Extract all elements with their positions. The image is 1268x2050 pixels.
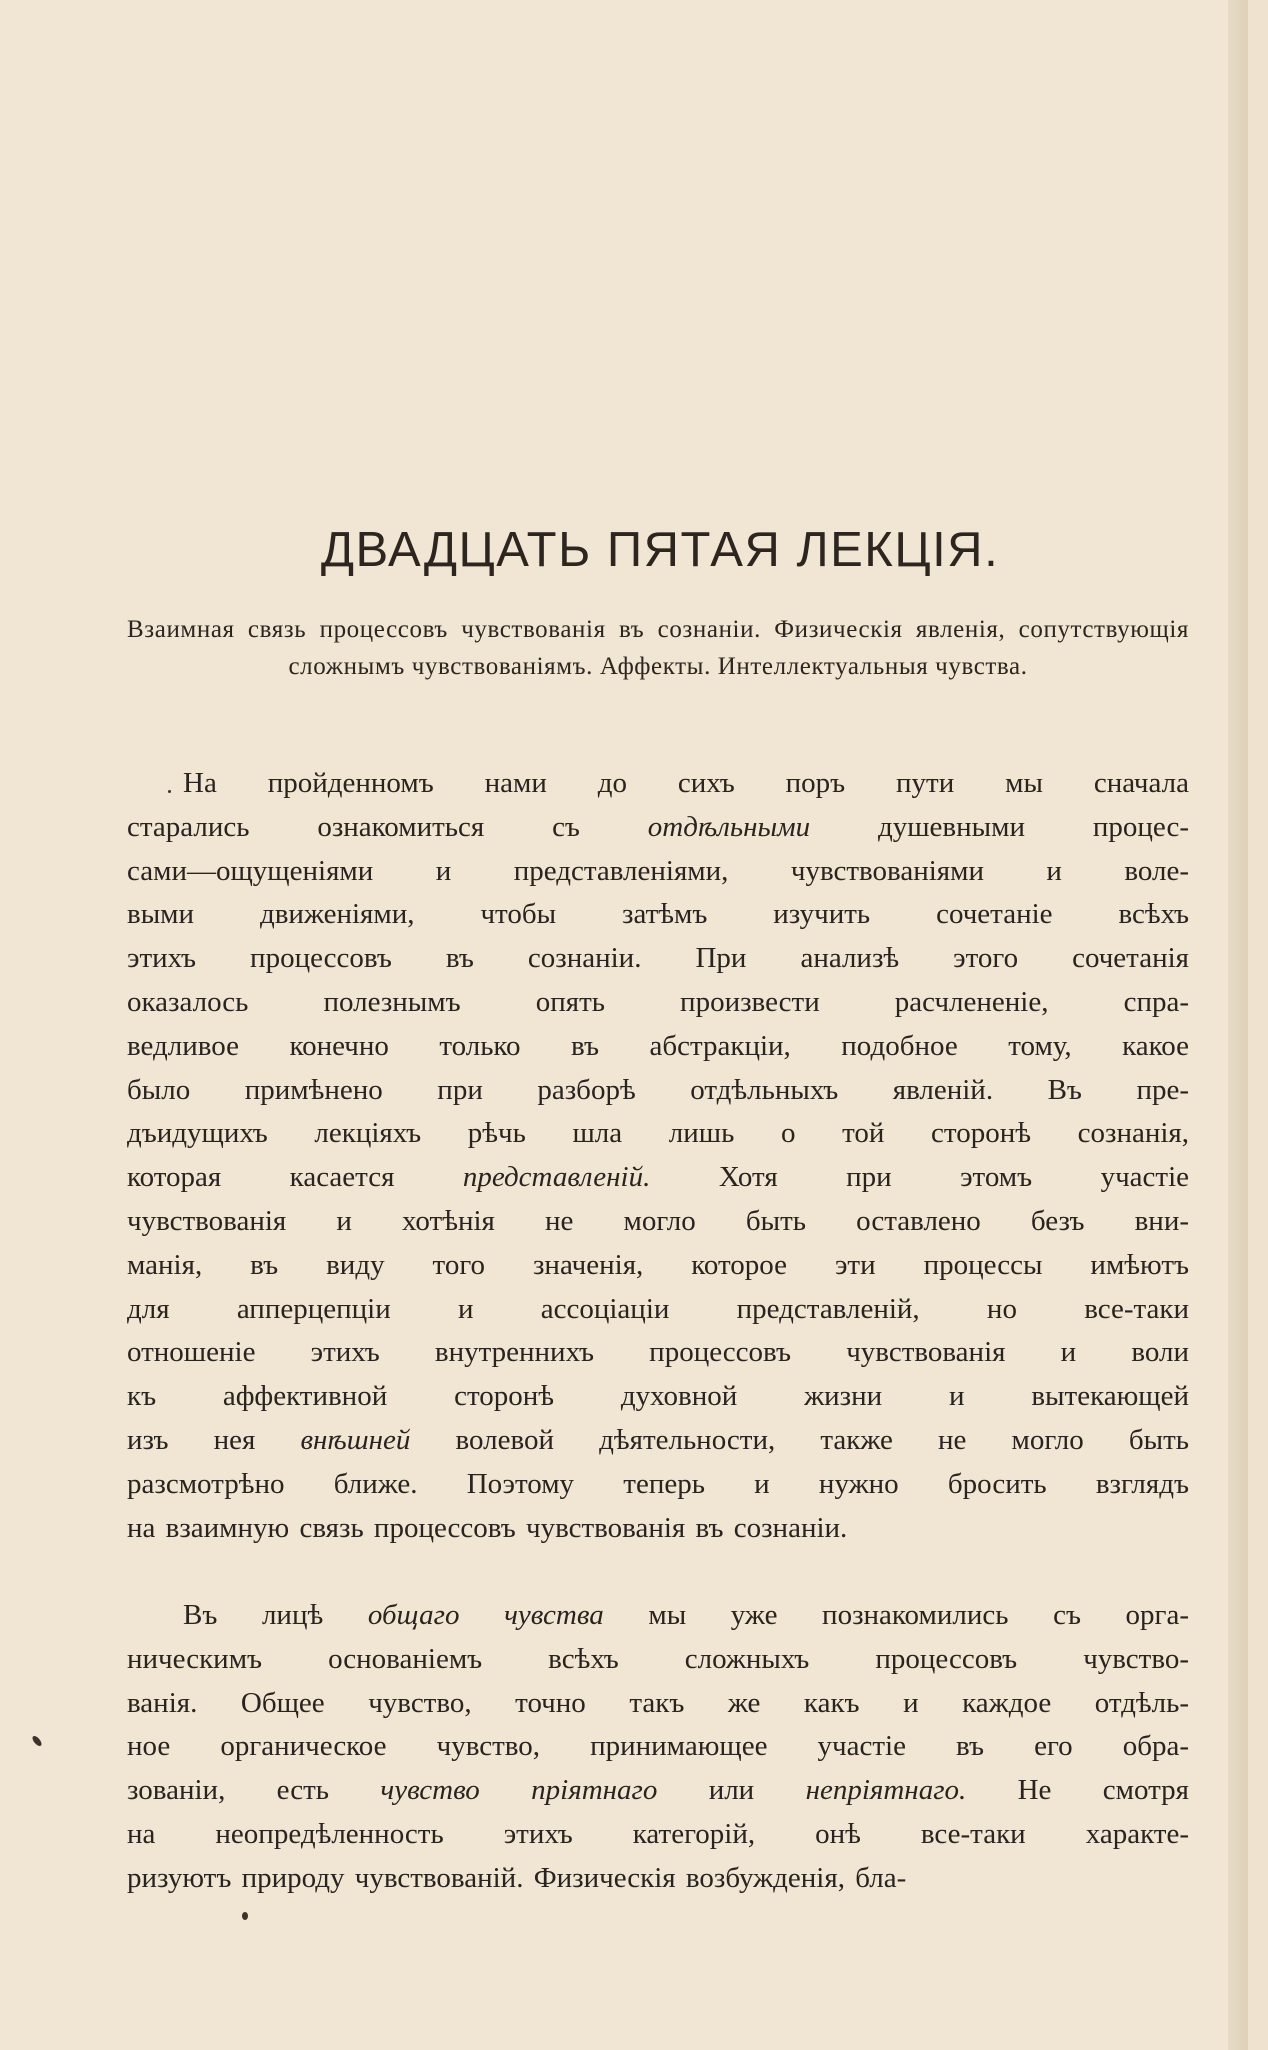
text-run: На пройденномъ нами до сихъ поръ пути мы сначала	[183, 767, 1189, 799]
text-line	[127, 1069, 1189, 1113]
text-run: дъидущихъ лекцiяхъ рѣчь шла лишь о той сторонѣ сознанiя,	[127, 1117, 1189, 1150]
text-run: для апперцепцiи и ассоцiацiи представленiй, но все-таки	[127, 1292, 1189, 1325]
text-line	[127, 1682, 1189, 1726]
ink-speck	[168, 790, 171, 793]
text-run: манiя, въ виду того значенiя, которое эти процессы имѣютъ	[127, 1248, 1189, 1281]
text-run: чувствованiя и хотѣнiя не могло быть оставлено безъ вни-	[127, 1204, 1189, 1237]
text-line	[127, 1025, 1189, 1069]
italic-emphasis: отдѣльными	[647, 810, 811, 843]
text-run: отношенiе этихъ внутреннихъ процессовъ чувствованiя и воли	[127, 1336, 1189, 1369]
italic-emphasis: чувство прiятнаго	[380, 1774, 658, 1807]
text-run: къ аффективной сторонѣ духовной жизни и вытекающей	[127, 1380, 1189, 1413]
text-line	[127, 1725, 1189, 1769]
paragraph-1	[127, 762, 1189, 1550]
text-run: зованiи, есть	[127, 1774, 381, 1807]
text-run: душевными процес-	[810, 810, 1189, 843]
text-line	[127, 806, 1189, 850]
text-run: ведливое конечно только въ абстракцiи, подобное тому, какое	[127, 1029, 1189, 1062]
text-line	[127, 1288, 1189, 1332]
paragraph-2	[127, 1594, 1189, 1901]
text-line	[127, 937, 1189, 981]
text-run: ризуютъ природу чувствованiй. Физическiя возбужденiя, бла-	[127, 1861, 907, 1894]
text-line	[127, 1857, 1189, 1901]
text-run: ное органическое чувство, принимающее участiе въ его обра-	[127, 1730, 1189, 1763]
text-run: было примѣнено при разборѣ отдѣльныхъ явленiй. Въ пре-	[127, 1073, 1189, 1106]
italic-emphasis: представленiй.	[462, 1161, 651, 1194]
text-line	[127, 981, 1189, 1025]
text-line	[127, 1419, 1189, 1463]
text-line	[127, 1463, 1189, 1507]
text-run: на неопредѣленность этихъ категорiй, онѣ все-таки характе-	[127, 1817, 1189, 1850]
text-line	[127, 1769, 1189, 1813]
text-run: Хотя при этомъ участiе	[650, 1161, 1190, 1194]
ink-speck	[242, 1912, 248, 1920]
text-run: изъ нея	[127, 1423, 301, 1456]
text-line	[127, 1200, 1189, 1244]
text-run: волевой дѣятельности, также не могло быть	[410, 1423, 1189, 1456]
lecture-title: ДВАДЦАТЬ ПЯТАЯ ЛЕКЦIЯ.	[320, 523, 1000, 577]
text-run: на взаимную связь процессовъ чувствованiя въ сознанiи.	[127, 1511, 848, 1544]
lecture-summary: Взаимная связь процессовъ чувствованiя въ сознанiи. Физическiя явленiя, сопутствующiя сложнымъ чувствованiямъ. Аффекты. Интеллектуальныя чувства.	[127, 616, 1189, 680]
italic-emphasis: общаго чувства	[367, 1599, 604, 1631]
text-run: ническимъ основанiемъ всѣхъ сложныхъ процессовъ чувство-	[127, 1642, 1189, 1675]
text-line	[127, 1244, 1189, 1288]
text-run: сами—ощущенiями и представленiями, чувствованiями и воле-	[127, 854, 1189, 887]
text-line	[127, 1813, 1189, 1857]
text-line	[127, 1112, 1189, 1156]
text-line	[127, 1594, 1189, 1638]
text-line	[127, 1638, 1189, 1682]
text-run: выми движенiями, чтобы затѣмъ изучить сочетанiе всѣхъ	[127, 898, 1189, 931]
text-run: ванiя. Общее чувство, точно такъ же какъ и каждое отдѣль-	[127, 1686, 1189, 1719]
italic-emphasis: внѣшней	[300, 1423, 411, 1456]
text-run: Не смотря	[966, 1774, 1189, 1807]
text-line	[127, 1156, 1189, 1200]
text-line	[127, 850, 1189, 894]
text-line	[127, 1331, 1189, 1375]
text-run: старались ознакомиться съ	[127, 810, 648, 843]
text-line	[127, 893, 1189, 937]
text-line	[127, 1507, 1189, 1551]
text-run: Въ лицѣ	[183, 1599, 368, 1631]
ink-speck	[31, 1734, 43, 1747]
text-run: этихъ процессовъ въ сознанiи. При анализѣ этого сочетанiя	[127, 942, 1189, 975]
text-run: которая касается	[127, 1161, 463, 1194]
text-run: оказалось полезнымъ опять произвести расчлененiе, спра-	[127, 985, 1189, 1018]
italic-emphasis: непрiятнаго.	[805, 1774, 967, 1807]
text-run: мы уже познакомились съ орга-	[603, 1599, 1189, 1631]
page-edge	[1228, 0, 1248, 2050]
text-run: разсмотрѣно ближе. Поэтому теперь и нужно бросить взглядъ	[127, 1467, 1189, 1500]
text-run: или	[657, 1774, 806, 1807]
text-line	[127, 762, 1189, 806]
text-line	[127, 1375, 1189, 1419]
